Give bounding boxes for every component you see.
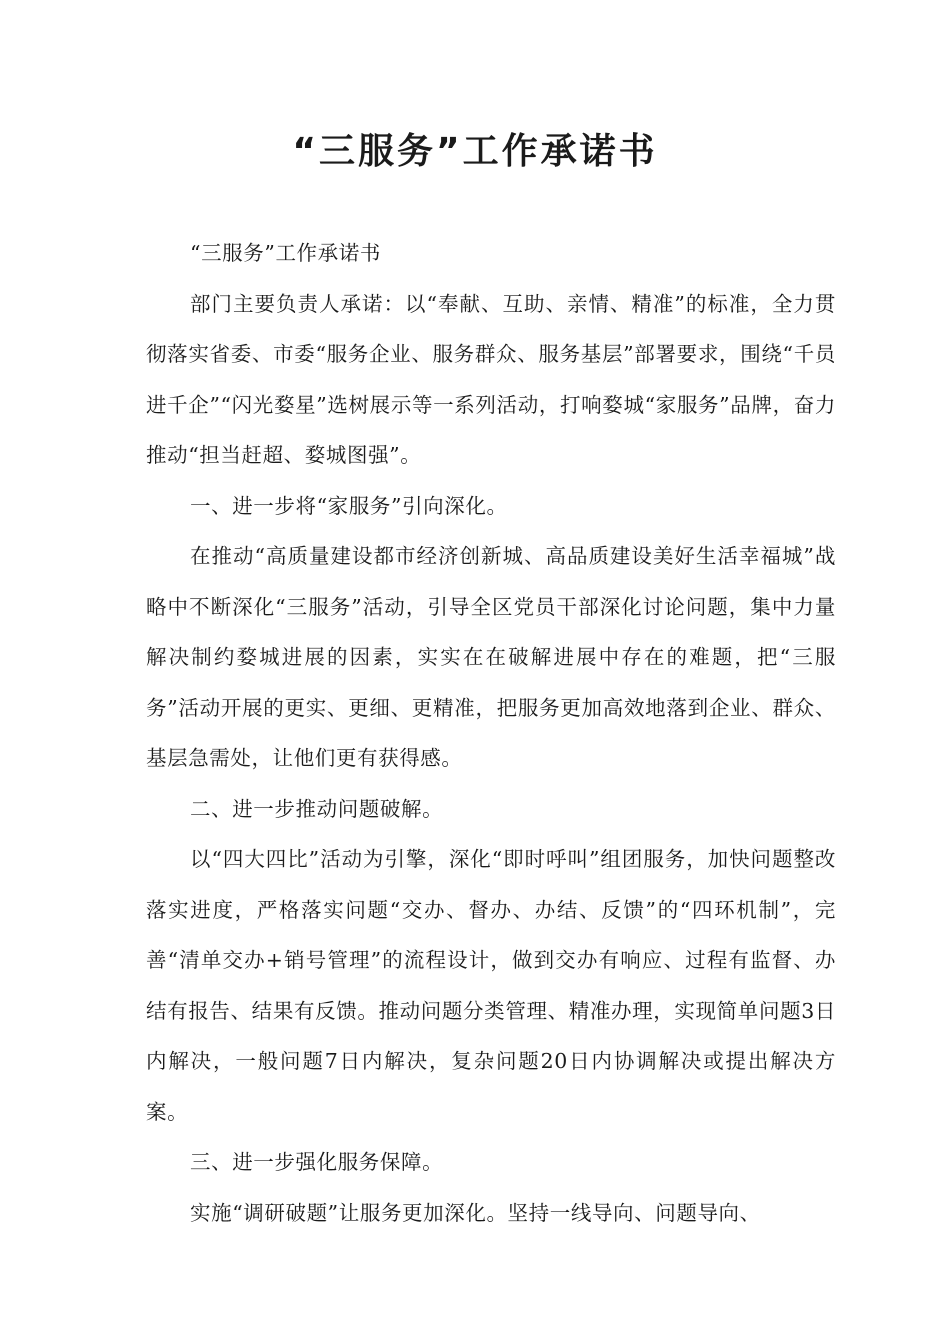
section-body-3: 实施“调研破题”让服务更加深化。坚持一线导向、问题导向、	[190, 1200, 761, 1225]
document-title: “三服务”工作承诺书	[292, 131, 658, 172]
section-heading-2: 二、进一步推动问题破解。	[190, 796, 444, 821]
section-heading-1: 一、进一步将“家服务”引向深化。	[190, 493, 508, 518]
section-body-1: 在推动“高质量建设都市经济创新城、高品质建设美好生活幸福城”战略中不断深化“三服务”活动，引导全区党员干部深化讨论问题，集中力量解决制约婺城进展的因素，实实在在破解进展中存在的难题，把“三服务”活动开展的更实、更细、更精准，把服务更加高效地落到企业、群众、基层急需处，让他们更有获得感。	[146, 544, 836, 770]
section-heading-3: 三、进一步强化服务保障。	[190, 1150, 444, 1174]
commitment-paragraph: 部门主要负责人承诺：以“奉献、互助、亲情、精准”的标准，全力贯彻落实省委、市委“服务企业、服务群众、服务基层”部署要求，围绕“千员进千企”“闪光婺星”选树展示等一系列活动，打响婺城“家服务”品牌，奋力推动“担当赶超、婺城图强”。	[146, 291, 836, 467]
subtitle-paragraph: “三服务”工作承诺书	[190, 241, 381, 265]
section-body-2: 以“四大四比”活动为引擎，深化“即时呼叫”组团服务，加快问题整改落实进度，严格落实问题“交办、督办、办结、反馈”的“四环机制”，完善“清单交办+销号管理”的流程设计，做到交办有响应、过程有监督、办结有报告、结果有反馈。推动问题分类管理、精准办理，实现简单问题3日内解决，一般问题7日内解决，复杂问题20日内协调解决或提出解决方案。	[146, 847, 836, 1124]
document-body	[146, 228, 836, 1238]
